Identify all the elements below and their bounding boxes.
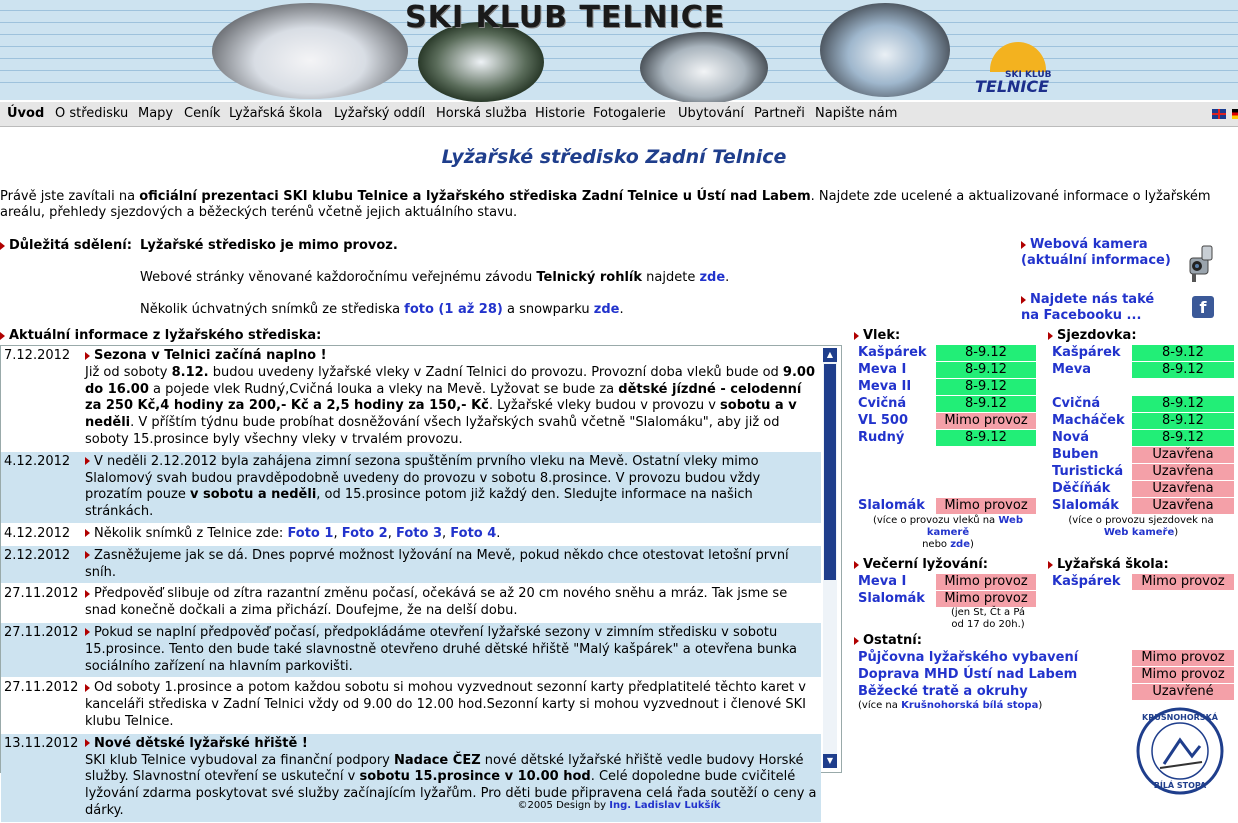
news-text: Předpověď slibuje od zítra razantní změnu počasí, očekává se až 20 cm nového sněhu a mráz. Tak jsme se snad konečně dočkali a zima přichází. Doufejme, že na delší dobu. xyxy=(85,586,788,619)
status-item-name[interactable]: Slalomák xyxy=(858,498,925,513)
news-item xyxy=(1,546,821,585)
vlek-row xyxy=(858,396,1036,412)
status-note-link[interactable]: Web kamerě xyxy=(926,515,1023,538)
sjezdovka-row xyxy=(1052,362,1234,378)
status-item-name[interactable]: Macháček xyxy=(1052,413,1125,428)
arrow-icon xyxy=(85,529,90,537)
intro-paragraph xyxy=(0,189,1232,221)
bila-stopa-top-text: KRUŠNOHORSKÁ xyxy=(1142,713,1218,722)
club-logo[interactable] xyxy=(950,42,1080,98)
news-date: 13.11.2012 xyxy=(4,735,79,751)
scrollbar[interactable] xyxy=(823,348,837,768)
webcam-icon[interactable] xyxy=(1182,240,1218,284)
sjezdovka-row xyxy=(1052,396,1234,412)
status-item-name[interactable]: Běžecké tratě a okruhy xyxy=(858,684,1028,699)
news-photo-link[interactable]: Foto 4 xyxy=(450,525,497,541)
news-body xyxy=(85,346,821,451)
status-item-name[interactable]: Meva I xyxy=(858,574,907,589)
news-text: SKI klub Telnice vybudoval za finanční podpory xyxy=(85,752,394,768)
news-bold: sobotu 15.prosince v 10.00 hod xyxy=(359,769,591,785)
news-item xyxy=(1,524,821,546)
notice-closed: Lyžařské středisko je mimo provoz. xyxy=(140,238,398,253)
webcam-link[interactable]: Webová kamera (aktuální informace) xyxy=(1021,237,1171,268)
sjezdovka-row xyxy=(1052,345,1234,361)
status-badge: Uzavřena xyxy=(1132,464,1234,480)
news-item xyxy=(1,452,821,524)
news-date: 27.11.2012 xyxy=(4,586,79,602)
photo-winter-4 xyxy=(820,3,950,97)
status-note-link[interactable]: zde xyxy=(950,539,970,550)
status-item-name[interactable]: VL 500 xyxy=(858,413,909,428)
nav-item-mapy[interactable]: Mapy xyxy=(138,106,174,121)
vlek-note: (více o provozu vleků na Web kamerě nebo zde) xyxy=(872,515,1023,550)
news-bold: Nadace ČEZ xyxy=(394,752,481,768)
facebook-link[interactable]: Najdete nás také na Facebooku ... xyxy=(1021,292,1155,323)
skola-title: Lyžařská škola: xyxy=(1048,557,1169,572)
status-item-name[interactable]: Buben xyxy=(1052,447,1099,462)
news-date: 27.11.2012 xyxy=(4,680,79,696)
news-text: , od 15.prosince potom již každý den. Sledujte informace na našich stránkách. xyxy=(85,487,753,520)
nav-item-partneri[interactable]: Partneři xyxy=(754,106,805,121)
nav-item-horska-sluzba[interactable]: Horská služba xyxy=(436,106,527,121)
status-item-name[interactable]: Děčíňák xyxy=(1052,481,1111,496)
vecerni-title: Večerní lyžování: xyxy=(854,557,988,572)
bila-stopa-link[interactable]: Krušnohorská bílá stopa xyxy=(901,700,1039,711)
bila-stopa-bottom-text: BÍLÁ STOPA xyxy=(1153,781,1207,790)
news-text: . Lyžařské vleky budou v provozu v xyxy=(488,398,721,414)
news-date: 4.12.2012 xyxy=(4,453,71,469)
sjezdovka-title: Sjezdovka: xyxy=(1048,328,1137,343)
status-item-name[interactable]: Kašpárek xyxy=(1052,574,1121,589)
status-badge: 8-9.12 xyxy=(1132,396,1234,412)
status-badge: 8-9.12 xyxy=(936,345,1036,361)
news-bold: sobotu a v neděli xyxy=(85,398,797,431)
news-body xyxy=(85,623,821,677)
arrow-icon xyxy=(854,561,859,569)
news-text: . Celé dopoledne bude cvičitelé lyžování zdarma poskytovat své služby začínajícím lyžařům. Pro děti bude připravena celá řada soutěží o ceny a dárky. xyxy=(85,769,817,818)
ostatni-row xyxy=(858,667,1234,683)
status-badge: Mimo provoz xyxy=(1132,667,1234,683)
status-item-name[interactable]: Meva II xyxy=(858,379,912,394)
ostatni-note: (více na Krušnohorská bílá stopa) xyxy=(858,700,1043,711)
status-badge: Uzavřené xyxy=(1132,684,1234,700)
race-link[interactable]: zde xyxy=(699,270,726,285)
news-body xyxy=(85,546,821,584)
intro-text-2: . Najdete zde ucelené a aktualizované informace o lyžařském areálu, přehledy sjezdových a běžeckých terénů včetně jejich aktuálního stavu. xyxy=(0,189,1211,220)
arrow-icon xyxy=(85,551,90,559)
news-date: 4.12.2012 xyxy=(4,525,71,541)
skola-row xyxy=(1052,574,1234,590)
nav-item-o-stredisku[interactable]: O středisku xyxy=(55,106,129,121)
news-date: 2.12.2012 xyxy=(4,547,71,563)
status-badge: Mimo provoz xyxy=(936,574,1036,590)
intro-text-1: Právě jste zavítali na xyxy=(0,189,140,204)
news-text: Několik snímků z Telnice zde: xyxy=(94,525,288,541)
status-item-name[interactable]: Doprava MHD Ústí nad Labem xyxy=(858,667,1078,682)
vlek-row xyxy=(858,379,1036,395)
photo-winter-1 xyxy=(212,3,408,99)
status-badge: Mimo provoz xyxy=(1132,650,1234,666)
notice-race: Webové stránky věnované každoročnímu veřejnému závodu Telnický rohlík najdete zde. xyxy=(140,270,730,285)
status-badge: Uzavřena xyxy=(1132,481,1234,497)
arrow-icon xyxy=(85,590,90,598)
status-item-name[interactable]: Meva I xyxy=(858,362,907,377)
status-note-link[interactable]: Web kameře xyxy=(1103,527,1175,538)
ostatni-row xyxy=(858,650,1234,666)
status-badge: Mimo provoz xyxy=(936,413,1036,429)
important-label: Důležitá sdělení: xyxy=(0,238,132,253)
news-bold: 8.12. xyxy=(171,364,209,380)
vlek-row xyxy=(858,413,1036,429)
arrow-icon xyxy=(85,352,90,360)
news-text: Pokud se naplní předpověď počasí, předpokládáme otevření lyžařské sezony v zimním středisku v sobotu 15.prosince. Tento den bude také slavnostně otevřeno druhé dětské hřiště "Malý kašpárek" a otevřena bunka sociálního zařízení na hlavním parkovišti. xyxy=(85,624,797,674)
vlek-row xyxy=(858,498,1036,514)
news-date: 27.11.2012 xyxy=(4,624,79,640)
news-photo-link[interactable]: Foto 2 xyxy=(341,525,388,541)
footer: ©2005 Design by Ing. Ladislav Lukšík xyxy=(517,800,721,811)
news-text: . V příštím týdnu bude probíhat dosněžování všech lyžařských svahů včetně "Slalomáku", aby již od soboty 15.prosince byly všechny vleky v trvalém provozu. xyxy=(85,415,780,447)
arrow-icon xyxy=(1021,296,1026,304)
scroll-down-button[interactable]: ▼ xyxy=(823,754,837,768)
arrow-icon xyxy=(1048,332,1053,340)
status-badge: 8-9.12 xyxy=(1132,345,1234,361)
status-item-name[interactable]: Meva xyxy=(1052,362,1091,377)
arrow-icon xyxy=(854,332,859,340)
news-body xyxy=(85,584,821,622)
main-nav xyxy=(0,102,1238,127)
news-list xyxy=(1,346,821,823)
sjezdovka-row xyxy=(1052,447,1234,463)
sjezdovka-note: (více o provozu sjezdovek na Web kameře) xyxy=(1068,515,1214,538)
status-item-name[interactable]: Turistická xyxy=(1052,464,1124,479)
nav-item-fotogalerie[interactable]: Fotogalerie xyxy=(593,106,666,121)
news-text: Zasněžujeme jak se dá. Dnes poprvé možnost lyžování na Mevě, pokud někdo chce otestovat letošní první sníh. xyxy=(85,547,789,580)
status-item-name[interactable]: Nová xyxy=(1052,430,1090,445)
news-bold: v sobotu a neděli xyxy=(189,487,317,503)
status-badge: 8-9.12 xyxy=(936,379,1036,395)
nav-item-historie[interactable]: Historie xyxy=(535,106,586,121)
news-photo-link[interactable]: Foto 3 xyxy=(396,525,443,541)
sjezdovka-row xyxy=(1052,464,1234,480)
sjezdovka-row xyxy=(1052,481,1234,497)
vlek-row xyxy=(858,362,1036,378)
arrow-icon xyxy=(1021,241,1026,249)
status-badge: 8-9.12 xyxy=(936,396,1036,412)
nav-item-lyzarska-skola[interactable]: Lyžařská škola xyxy=(229,106,323,121)
news-text: a pojede vlek Rudný,Cvičná louka a vleky na Mevě. Lyžovat se bude za xyxy=(148,381,619,397)
bila-stopa-logo[interactable] xyxy=(1130,706,1230,796)
news-text: . xyxy=(496,525,501,541)
status-item-name[interactable]: Kašpárek xyxy=(858,345,927,360)
snowpark-link[interactable]: zde xyxy=(593,302,620,317)
news-text: Již od soboty xyxy=(85,364,172,380)
vecerni-note: (jen St, Čt a Pá od 17 do 20h.) xyxy=(950,607,1026,630)
vlek-row xyxy=(858,430,1036,446)
header-banner xyxy=(0,0,1238,100)
news-photo-link[interactable]: Foto 1 xyxy=(287,525,334,541)
nav-item-cenik[interactable]: Ceník xyxy=(184,106,221,121)
status-item-name[interactable]: Cvičná xyxy=(858,396,907,411)
status-badge: Uzavřena xyxy=(1132,447,1234,463)
news-body xyxy=(85,452,821,523)
news-bold: dětské jízdné - celodenní za 250 Kč,4 hodiny za 200,- Kč a 2,5 hodiny za 150,- Kč xyxy=(85,381,802,414)
vlek-row xyxy=(858,345,1036,361)
news-text: , xyxy=(387,525,396,541)
status-item-name[interactable]: Rudný xyxy=(858,430,905,445)
vecerni-row xyxy=(858,591,1036,607)
news-bold: Nové dětské lyžařské hřiště ! xyxy=(94,735,308,751)
news-body xyxy=(85,524,821,545)
status-badge: Mimo provoz xyxy=(936,591,1036,607)
status-badge: Mimo provoz xyxy=(936,498,1036,514)
status-item-name[interactable]: Cvičná xyxy=(1052,396,1101,411)
status-item-name[interactable]: Půjčovna lyžařského vybavení xyxy=(858,650,1079,665)
logo-text-small: SKI KLUB xyxy=(1005,70,1052,80)
nav-item-napiste-nam[interactable]: Napište nám xyxy=(815,106,898,121)
author-link[interactable]: Ing. Ladislav Lukšík xyxy=(609,800,721,811)
arrow-icon xyxy=(85,628,90,636)
scrollbar-thumb[interactable] xyxy=(824,364,836,580)
status-badge: Mimo provoz xyxy=(1132,574,1234,590)
news-item xyxy=(1,678,821,733)
photo-winter-3 xyxy=(640,32,768,104)
logo-text-big: TELNICE xyxy=(975,77,1050,96)
news-text: , xyxy=(442,525,451,541)
vlek-title: Vlek: xyxy=(854,328,900,343)
news-text: , xyxy=(333,525,342,541)
news-text: Od soboty 1.prosince a potom každou sobotu si mohou vyzvednout sezonní karty předplatitelé těchto karet v kanceláři střediska v Zadní Telnici vždy od 9.00 do 12.00 hod.Sezonní karty si mohou vyzvednout i členové SKI klubu Telnice. xyxy=(85,680,806,729)
nav-item-ubytovani[interactable]: Ubytování xyxy=(678,106,745,121)
news-bold: Sezona v Telnici začíná naplno ! xyxy=(94,348,327,363)
news-text: budou uvedeny lyžařské vleky v Zadní Telnici do provozu. Provozní doba vleků bude od xyxy=(208,364,783,380)
arrow-icon xyxy=(854,637,859,645)
status-badge: 8-9.12 xyxy=(936,430,1036,446)
status-badge: 8-9.12 xyxy=(936,362,1036,378)
news-item xyxy=(1,346,821,452)
status-item-name[interactable]: Kašpárek xyxy=(1052,345,1121,360)
status-item-name[interactable]: Slalomák xyxy=(858,591,925,606)
ostatni-title: Ostatní: xyxy=(854,633,922,648)
sjezdovka-row xyxy=(1052,498,1234,514)
news-heading: Aktuální informace z lyžařského střediska: xyxy=(0,328,321,343)
status-badge: 8-9.12 xyxy=(1132,413,1234,429)
german-flag-icon[interactable] xyxy=(1232,109,1238,119)
arrow-icon xyxy=(85,457,90,465)
news-item xyxy=(1,623,821,678)
news-body xyxy=(85,678,821,732)
status-item-name[interactable]: Slalomák xyxy=(1052,498,1119,513)
arrow-icon xyxy=(0,332,5,340)
news-text: nové dětské lyžařské hřiště vedle budovy Horské služby. Slavnostní otevření se uskuteční v xyxy=(85,752,804,785)
status-badge: Uzavřena xyxy=(1132,498,1234,514)
status-badge: 8-9.12 xyxy=(1132,430,1234,446)
intro-bold: oficiální prezentaci SKI klubu Telnice a lyžařského střediska Zadní Telnice u Ústí nad Labem xyxy=(139,189,811,204)
sun-icon xyxy=(990,42,1046,72)
news-item xyxy=(1,584,821,623)
news-bold: 9.00 do 16.00 xyxy=(85,364,815,397)
page-title: Lyžařské středisko Zadní Telnice xyxy=(441,146,787,168)
vecerni-row xyxy=(858,574,1036,590)
arrow-icon xyxy=(0,242,5,250)
nav-item-lyzarsky-oddil[interactable]: Lyžařský oddíl xyxy=(334,106,426,121)
site-title: SKI KLUB TELNICE xyxy=(405,0,726,35)
arrow-icon xyxy=(85,739,90,747)
sjezdovka-row xyxy=(1052,413,1234,429)
news-text: V neděli 2.12.2012 byla zahájena zimní sezona spuštěním prvního vleku na Mevě. Ostatní vleky mimo Slalomový svah budou pravděpodobně uvedeny do provozu v sobotu 8.prosince. V provozu budou vždy prozatím pouze xyxy=(85,453,761,503)
nav-item-uvod[interactable]: Úvod xyxy=(7,106,45,121)
news-date: 7.12.2012 xyxy=(4,348,71,363)
english-flag-icon[interactable] xyxy=(1212,109,1226,119)
facebook-icon[interactable]: f xyxy=(1192,296,1214,318)
ostatni-row xyxy=(858,684,1234,700)
photos-link[interactable]: foto (1 až 28) xyxy=(404,302,503,317)
sjezdovka-row xyxy=(1052,430,1234,446)
scroll-up-button[interactable]: ▲ xyxy=(823,348,837,362)
notice-photos: Několik úchvatných snímků ze střediska foto (1 až 28) a snowparku zde. xyxy=(140,302,624,317)
status-badge: 8-9.12 xyxy=(1132,362,1234,378)
arrow-icon xyxy=(85,684,90,692)
arrow-icon xyxy=(1048,561,1053,569)
